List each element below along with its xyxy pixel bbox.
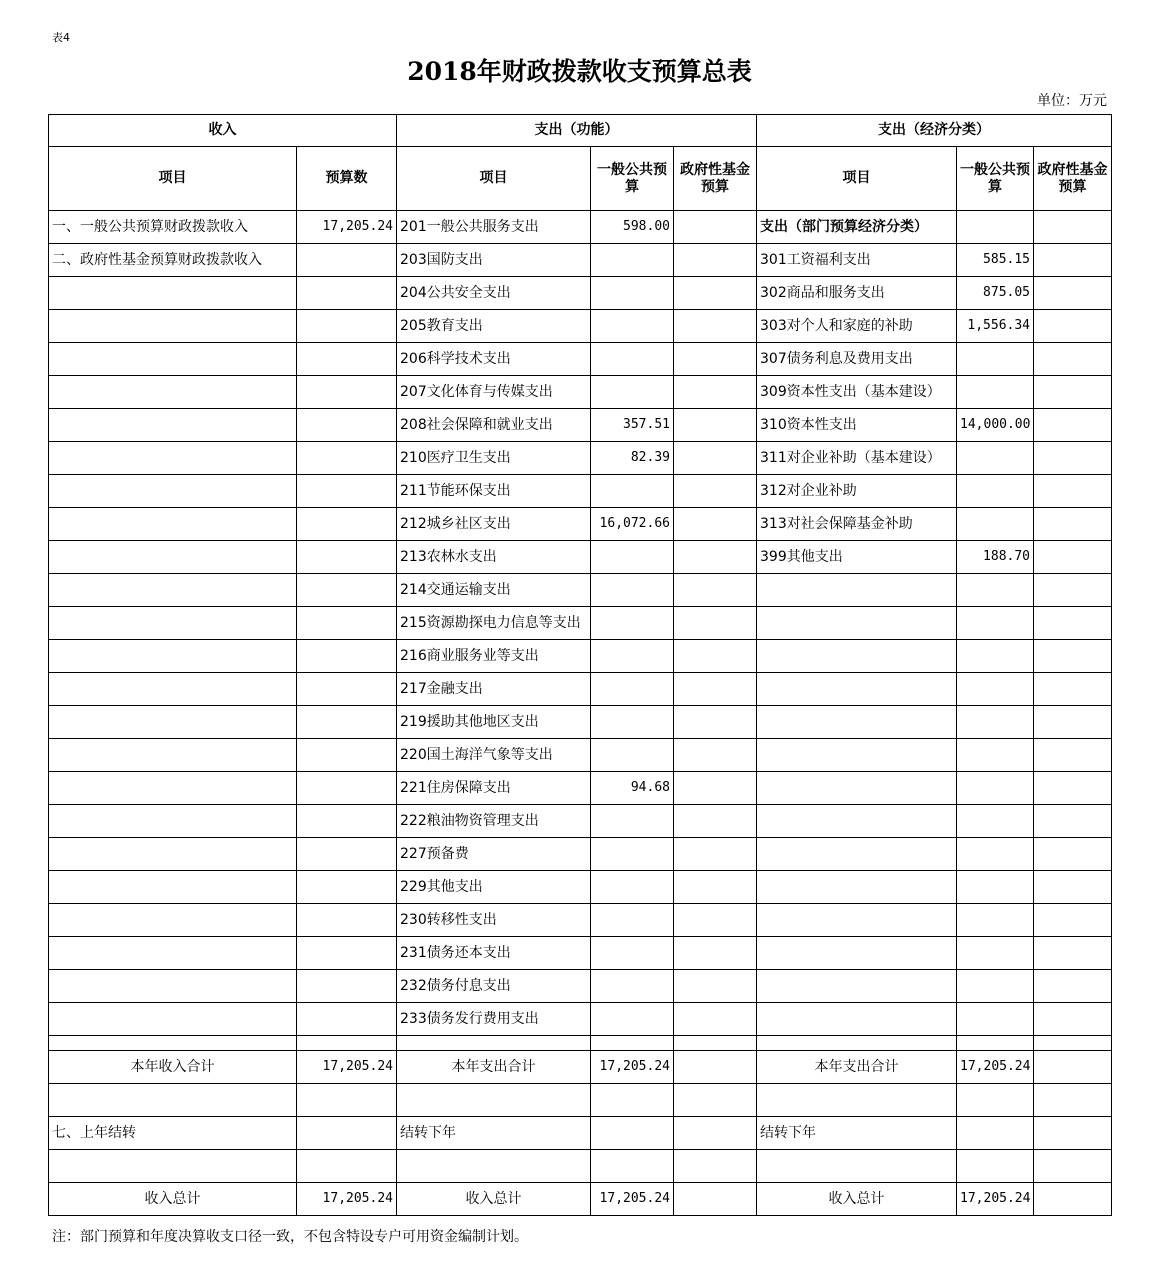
year-income-label: 本年收入合计: [49, 1051, 297, 1084]
table-row: [49, 706, 1112, 739]
cell-income-item: [49, 772, 297, 805]
cell-func-fund: [674, 904, 757, 937]
cell-income-item: [49, 640, 297, 673]
cell-econ-item: 310资本性支出: [757, 409, 957, 442]
cell-func-item: 221住房保障支出: [397, 772, 591, 805]
cell-func-general: 82.39: [591, 442, 674, 475]
cell-income-budget: [297, 475, 397, 508]
cell-econ-fund: [1034, 937, 1112, 970]
cell-func-item: 219援助其他地区支出: [397, 706, 591, 739]
cell-econ-general: [957, 607, 1034, 640]
cell-econ-item: [757, 706, 957, 739]
cell-func-general: [591, 871, 674, 904]
cell-func-item: 213农林水支出: [397, 541, 591, 574]
table-row: [49, 574, 1112, 607]
cell-econ-item: 支出（部门预算经济分类）: [757, 211, 957, 244]
cell-econ-fund: [1034, 871, 1112, 904]
cell-income-budget: [297, 508, 397, 541]
total-income-value: 17,205.24: [297, 1183, 397, 1216]
footnote: 注：部门预算和年度决算收支口径一致，不包含特设专户可用资金编制计划。: [52, 1229, 528, 1245]
cell-econ-fund: [1034, 277, 1112, 310]
table-row: [49, 970, 1112, 1003]
cell-econ-general: [957, 739, 1034, 772]
cell-econ-general: [957, 706, 1034, 739]
cell-func-fund: [674, 937, 757, 970]
cell-econ-item: [757, 574, 957, 607]
cell-income-item: [49, 871, 297, 904]
col-item: 项目: [49, 147, 297, 211]
cell-income-item: [49, 673, 297, 706]
cell-income-budget: [297, 772, 397, 805]
cell-func-item: 206科学技术支出: [397, 343, 591, 376]
cell-income-item: [49, 1003, 297, 1036]
cell-func-general: [591, 244, 674, 277]
table-row: [49, 904, 1112, 937]
cell-income-budget: [297, 904, 397, 937]
cell-econ-fund: [1034, 475, 1112, 508]
cell-func-general: 94.68: [591, 772, 674, 805]
cell-income-item: [49, 508, 297, 541]
cell-econ-general: [957, 475, 1034, 508]
cell-econ-general: 585.15: [957, 244, 1034, 277]
cell-income-item: [49, 904, 297, 937]
col-fund: 政府性基金预算: [674, 147, 757, 211]
blank-row: [49, 1150, 1112, 1183]
cell-func-fund: [674, 739, 757, 772]
cell-econ-fund: [1034, 541, 1112, 574]
cell-econ-fund: [1034, 310, 1112, 343]
cell-econ-fund: [1034, 442, 1112, 475]
cell-econ-item: [757, 739, 957, 772]
cell-econ-item: 301工资福利支出: [757, 244, 957, 277]
cell-income-budget: [297, 376, 397, 409]
cell-econ-item: [757, 673, 957, 706]
cell-econ-fund: [1034, 244, 1112, 277]
cell-econ-general: [957, 1003, 1034, 1036]
cell-func-fund: [674, 673, 757, 706]
total-label: 收入总计: [757, 1183, 957, 1216]
table-number: 表4: [52, 31, 70, 44]
cell-income-budget: [297, 673, 397, 706]
cell-func-fund: [674, 574, 757, 607]
blank-row: [49, 1084, 1112, 1117]
table-row: [49, 310, 1112, 343]
cell-income-budget: [297, 706, 397, 739]
grand-total-row: [49, 1183, 1112, 1216]
year-income-value: 17,205.24: [297, 1051, 397, 1084]
cell-econ-item: [757, 838, 957, 871]
table-row: [49, 508, 1112, 541]
cell-income-item: 二、政府性基金预算财政拨款收入: [49, 244, 297, 277]
cell-func-item: 217金融支出: [397, 673, 591, 706]
spacer-row: [49, 1036, 1112, 1051]
cell-econ-general: [957, 904, 1034, 937]
cell-func-fund: [674, 211, 757, 244]
cell-econ-fund: [1034, 343, 1112, 376]
cell-income-item: [49, 277, 297, 310]
cell-func-item: 233债务发行费用支出: [397, 1003, 591, 1036]
cell-func-general: [591, 706, 674, 739]
table-row: [49, 772, 1112, 805]
table-row: [49, 343, 1112, 376]
cell-func-item: 212城乡社区支出: [397, 508, 591, 541]
header-income: 收入: [49, 115, 397, 147]
cell-func-item: 201一般公共服务支出: [397, 211, 591, 244]
cell-func-item: 203国防支出: [397, 244, 591, 277]
cell-income-item: [49, 376, 297, 409]
cell-econ-general: [957, 508, 1034, 541]
cell-econ-fund: [1034, 673, 1112, 706]
cell-econ-fund: [1034, 805, 1112, 838]
cell-econ-item: 312对企业补助: [757, 475, 957, 508]
cell-func-general: [591, 673, 674, 706]
cell-econ-item: 309资本性支出（基本建设）: [757, 376, 957, 409]
cell-econ-fund: [1034, 1003, 1112, 1036]
table-row: [49, 805, 1112, 838]
cell-func-fund: [674, 970, 757, 1003]
table-row: [49, 244, 1112, 277]
cell-income-budget: [297, 871, 397, 904]
cell-econ-item: 311对企业补助（基本建设）: [757, 442, 957, 475]
cell-func-fund: [674, 706, 757, 739]
cell-func-fund: [674, 409, 757, 442]
year-exp-econ-value: 17,205.24: [957, 1051, 1034, 1084]
cell-econ-item: [757, 640, 957, 673]
cell-func-fund: [674, 376, 757, 409]
cell-econ-item: [757, 970, 957, 1003]
col-budget: 预算数: [297, 147, 397, 211]
cell-econ-item: 303对个人和家庭的补助: [757, 310, 957, 343]
table-row: [49, 211, 1112, 244]
cell-econ-fund: [1034, 508, 1112, 541]
cell-func-general: 598.00: [591, 211, 674, 244]
col-general: 一般公共预算: [957, 147, 1034, 211]
cell-func-item: 231债务还本支出: [397, 937, 591, 970]
header-exp-func: 支出（功能）: [397, 115, 757, 147]
cell-func-general: [591, 277, 674, 310]
cell-income-budget: [297, 574, 397, 607]
cell-func-general: [591, 541, 674, 574]
col-fund: 政府性基金预算: [1034, 147, 1112, 211]
cell-econ-item: [757, 607, 957, 640]
cell-econ-item: [757, 1003, 957, 1036]
cell-func-general: 357.51: [591, 409, 674, 442]
table-row: [49, 838, 1112, 871]
cell-func-fund: [674, 343, 757, 376]
cell-func-fund: [674, 871, 757, 904]
cell-econ-general: [957, 772, 1034, 805]
cell-income-item: [49, 574, 297, 607]
table-row: [49, 739, 1112, 772]
cell-income-budget: [297, 343, 397, 376]
cell-income-item: [49, 739, 297, 772]
carry-in-label: 七、上年结转: [49, 1117, 297, 1150]
cell-func-general: [591, 838, 674, 871]
cell-econ-item: 307债务利息及费用支出: [757, 343, 957, 376]
carry-row: [49, 1117, 1112, 1150]
cell-income-item: 一、一般公共预算财政拨款收入: [49, 211, 297, 244]
cell-income-budget: [297, 310, 397, 343]
cell-func-fund: [674, 607, 757, 640]
table-row: [49, 541, 1112, 574]
cell-econ-general: 875.05: [957, 277, 1034, 310]
cell-econ-fund: [1034, 574, 1112, 607]
cell-income-item: [49, 409, 297, 442]
cell-func-fund: [674, 442, 757, 475]
cell-econ-general: [957, 871, 1034, 904]
cell-func-item: 205教育支出: [397, 310, 591, 343]
cell-econ-fund: [1034, 211, 1112, 244]
cell-func-fund: [674, 805, 757, 838]
cell-econ-general: [957, 805, 1034, 838]
cell-func-item: 214交通运输支出: [397, 574, 591, 607]
cell-func-fund: [674, 508, 757, 541]
cell-func-fund: [674, 541, 757, 574]
cell-econ-general: [957, 640, 1034, 673]
table-row: [49, 442, 1112, 475]
budget-table: [48, 114, 1112, 1216]
cell-econ-fund: [1034, 838, 1112, 871]
cell-func-fund: [674, 310, 757, 343]
cell-econ-item: 399其他支出: [757, 541, 957, 574]
cell-econ-general: 14,000.00: [957, 409, 1034, 442]
cell-func-item: 208社会保障和就业支出: [397, 409, 591, 442]
year-exp-label: 本年支出合计: [757, 1051, 957, 1084]
cell-func-general: [591, 739, 674, 772]
cell-econ-item: 313对社会保障基金补助: [757, 508, 957, 541]
table-row: [49, 673, 1112, 706]
cell-econ-general: [957, 442, 1034, 475]
cell-income-item: [49, 541, 297, 574]
cell-func-general: [591, 475, 674, 508]
cell-econ-fund: [1034, 904, 1112, 937]
cell-func-item: 220国土海洋气象等支出: [397, 739, 591, 772]
cell-econ-general: [957, 937, 1034, 970]
cell-func-general: [591, 607, 674, 640]
cell-func-fund: [674, 640, 757, 673]
unit-label: 单位：万元: [1037, 93, 1107, 109]
cell-income-budget: [297, 838, 397, 871]
page-title: 2018年财政拨款收支预算总表: [407, 57, 752, 86]
cell-func-item: 215资源勘探电力信息等支出: [397, 607, 591, 640]
cell-func-item: 216商业服务业等支出: [397, 640, 591, 673]
cell-func-item: 207文化体育与传媒支出: [397, 376, 591, 409]
cell-func-fund: [674, 277, 757, 310]
cell-econ-fund: [1034, 970, 1112, 1003]
col-general: 一般公共预算: [591, 147, 674, 211]
cell-func-fund: [674, 244, 757, 277]
table-row: [49, 640, 1112, 673]
cell-income-item: [49, 838, 297, 871]
cell-econ-item: [757, 937, 957, 970]
cell-func-fund: [674, 772, 757, 805]
carry-out-label: 结转下年: [757, 1117, 957, 1150]
cell-econ-fund: [1034, 640, 1112, 673]
cell-func-item: 229其他支出: [397, 871, 591, 904]
cell-income-item: [49, 607, 297, 640]
cell-income-budget: [297, 640, 397, 673]
cell-income-item: [49, 343, 297, 376]
cell-func-fund: [674, 1003, 757, 1036]
cell-income-budget: [297, 409, 397, 442]
cell-econ-item: [757, 805, 957, 838]
cell-econ-general: [957, 673, 1034, 706]
table-row: [49, 937, 1112, 970]
cell-econ-fund: [1034, 409, 1112, 442]
cell-func-item: 230转移性支出: [397, 904, 591, 937]
header-exp-econ: 支出（经济分类）: [757, 115, 1112, 147]
cell-func-general: [591, 376, 674, 409]
cell-func-fund: [674, 838, 757, 871]
cell-income-budget: [297, 607, 397, 640]
cell-econ-fund: [1034, 376, 1112, 409]
total-func-value: 17,205.24: [591, 1183, 674, 1216]
cell-econ-item: [757, 772, 957, 805]
table-row: [49, 277, 1112, 310]
cell-func-item: 222粮油物资管理支出: [397, 805, 591, 838]
cell-func-general: [591, 937, 674, 970]
cell-func-general: [591, 970, 674, 1003]
cell-income-budget: [297, 277, 397, 310]
cell-income-budget: [297, 970, 397, 1003]
table-row: [49, 607, 1112, 640]
cell-econ-item: 302商品和服务支出: [757, 277, 957, 310]
total-label: 收入总计: [49, 1183, 297, 1216]
cell-econ-fund: [1034, 739, 1112, 772]
cell-income-budget: [297, 1003, 397, 1036]
cell-econ-fund: [1034, 607, 1112, 640]
cell-func-general: [591, 310, 674, 343]
cell-income-item: [49, 310, 297, 343]
cell-econ-general: [957, 838, 1034, 871]
year-total-row: [49, 1051, 1112, 1084]
col-item: 项目: [397, 147, 591, 211]
cell-func-item: 227预备费: [397, 838, 591, 871]
cell-income-item: [49, 706, 297, 739]
cell-income-item: [49, 805, 297, 838]
cell-income-budget: [297, 442, 397, 475]
cell-income-item: [49, 970, 297, 1003]
cell-econ-item: [757, 871, 957, 904]
cell-income-budget: 17,205.24: [297, 211, 397, 244]
carry-out-label: 结转下年: [397, 1117, 591, 1150]
cell-income-item: [49, 442, 297, 475]
cell-func-fund: [674, 475, 757, 508]
cell-func-item: 204公共安全支出: [397, 277, 591, 310]
cell-func-general: [591, 904, 674, 937]
cell-econ-general: 1,556.34: [957, 310, 1034, 343]
cell-econ-fund: [1034, 772, 1112, 805]
table-row: [49, 1003, 1112, 1036]
cell-func-general: [591, 343, 674, 376]
cell-econ-fund: [1034, 706, 1112, 739]
cell-func-general: [591, 805, 674, 838]
year-exp-func-value: 17,205.24: [591, 1051, 674, 1084]
year-exp-label: 本年支出合计: [397, 1051, 591, 1084]
cell-econ-general: [957, 343, 1034, 376]
table-row: [49, 409, 1112, 442]
cell-func-item: 210医疗卫生支出: [397, 442, 591, 475]
cell-func-item: 232债务付息支出: [397, 970, 591, 1003]
cell-func-general: 16,072.66: [591, 508, 674, 541]
cell-econ-item: [757, 904, 957, 937]
cell-econ-general: [957, 376, 1034, 409]
cell-income-budget: [297, 937, 397, 970]
cell-income-budget: [297, 541, 397, 574]
cell-func-item: 211节能环保支出: [397, 475, 591, 508]
cell-income-budget: [297, 244, 397, 277]
cell-econ-general: [957, 970, 1034, 1003]
cell-income-item: [49, 475, 297, 508]
cell-func-general: [591, 574, 674, 607]
table-row: [49, 475, 1112, 508]
cell-econ-general: [957, 574, 1034, 607]
table-row: [49, 376, 1112, 409]
cell-income-budget: [297, 739, 397, 772]
col-item: 项目: [757, 147, 957, 211]
cell-func-general: [591, 1003, 674, 1036]
total-econ-value: 17,205.24: [957, 1183, 1034, 1216]
table-row: [49, 871, 1112, 904]
cell-income-item: [49, 937, 297, 970]
cell-econ-general: 188.70: [957, 541, 1034, 574]
cell-func-general: [591, 640, 674, 673]
cell-income-budget: [297, 805, 397, 838]
cell-econ-general: [957, 211, 1034, 244]
total-label: 收入总计: [397, 1183, 591, 1216]
